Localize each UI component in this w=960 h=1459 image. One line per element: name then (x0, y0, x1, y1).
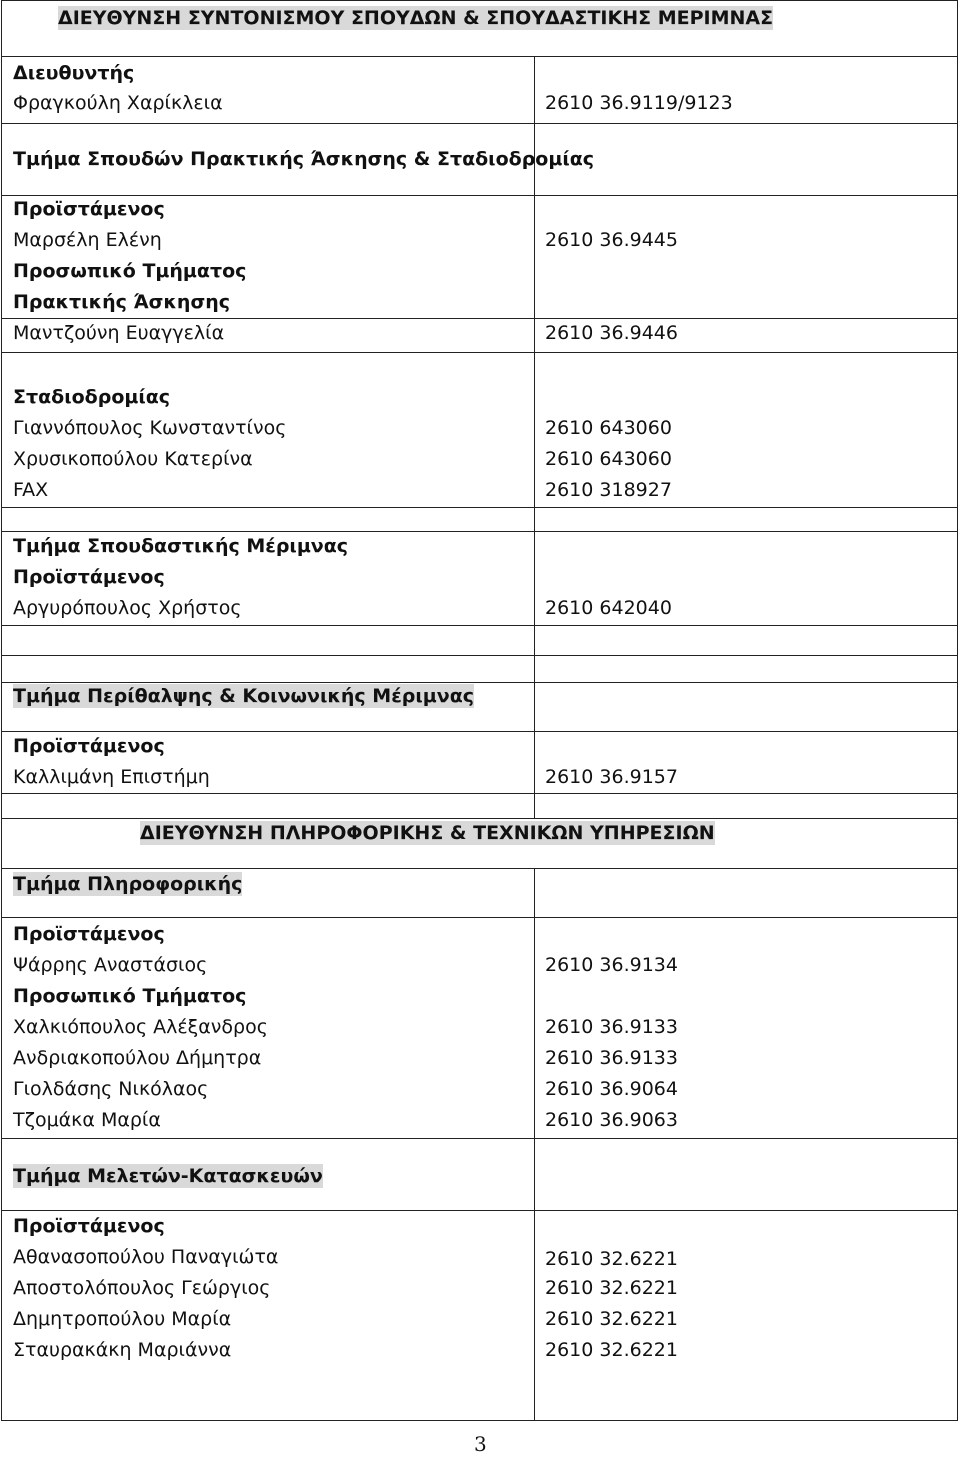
row-divider (1, 793, 958, 794)
column-divider (534, 868, 535, 1421)
staff-name: Μαντζούνη Ευαγγελία (13, 322, 225, 344)
career-label: Σταδιοδρομίας (13, 386, 171, 408)
directorate-studies-title: ΔΙΕΥΘΥΝΣΗ ΣΥΝΤΟΝΙΣΜΟΥ ΣΠΟΥΔΩΝ & ΣΠΟΥΔΑΣΤΙΚΗΣ ΜΕΡΙΜΝΑΣ (58, 7, 774, 29)
row-divider (1, 531, 958, 532)
staff-phone: 2610 36.9064 (545, 1078, 678, 1100)
table-border-right (957, 0, 958, 1421)
staff-phone: 2610 36.9063 (545, 1109, 678, 1131)
dept-student-care-title: Τμήμα Σπουδαστικής Μέριμνας (13, 535, 349, 557)
dept-student-care-head-name: Αργυρόπουλος Χρήστος (13, 597, 242, 619)
dept-construction-head-label: Προϊστάμενος (13, 1215, 165, 1237)
career-staff-phone: 2610 643060 (545, 448, 672, 470)
staff-phone: 2610 36.9133 (545, 1016, 678, 1038)
career-staff-phone: 2610 643060 (545, 417, 672, 439)
staff-name: Δημητροπούλου Μαρία (13, 1308, 232, 1330)
staff-phone: 2610 32.6221 (545, 1308, 678, 1330)
row-divider (1, 868, 958, 869)
dept-practice-staff-label-2: Πρακτικής Άσκησης (13, 291, 231, 313)
row-divider (1, 123, 958, 124)
dept-informatics-staff-label: Προσωπικό Τμήματος (13, 985, 247, 1007)
dept-practice-title: Τμήμα Σπουδών Πρακτικής Άσκησης & Σταδιοδρομίας (13, 148, 595, 170)
page-number: 3 (474, 1432, 487, 1456)
dept-welfare-head-name: Καλλιμάνη Επιστήμη (13, 766, 210, 788)
career-staff-name: Χρυσικοπούλου Κατερίνα (13, 448, 253, 470)
dept-construction-title: Τμήμα Μελετών-Κατασκευών (13, 1165, 323, 1187)
dept-informatics-head-label: Προϊστάμενος (13, 923, 165, 945)
director-label: Διευθυντής (13, 62, 135, 84)
dept-welfare-head-label: Προϊστάμενος (13, 735, 165, 757)
dept-welfare-head-phone: 2610 36.9157 (545, 766, 678, 788)
director-name: Φραγκούλη Χαρίκλεια (13, 92, 223, 114)
dept-informatics-title: Τμήμα Πληροφορικής (13, 873, 243, 895)
row-divider (1, 1138, 958, 1139)
directorate-it-title: ΔΙΕΥΘΥΝΣΗ ΠΛΗΡΟΦΟΡΙΚΗΣ & ΤΕΧΝΙΚΩΝ ΥΠΗΡΕΣΙΩΝ (140, 822, 715, 844)
dept-informatics-head-name: Ψάρρης Αναστάσιος (13, 954, 208, 976)
staff-name: Τζομάκα Μαρία (13, 1109, 161, 1131)
staff-phone: 2610 36.9446 (545, 322, 678, 344)
staff-name: Αποστολόπουλος Γεώργιος (13, 1277, 271, 1299)
row-divider (1, 682, 958, 683)
dept-practice-head-phone: 2610 36.9445 (545, 229, 678, 251)
dept-welfare-title: Τμήμα Περίθαλψης & Κοινωνικής Μέριμνας (13, 685, 475, 707)
staff-name: Σταυρακάκη Μαριάννα (13, 1339, 232, 1361)
table-border-top (1, 0, 958, 1)
staff-phone: 2610 32.6221 (545, 1339, 678, 1361)
row-divider (1, 507, 958, 508)
dept-practice-staff-label: Προσωπικό Τμήματος (13, 260, 247, 282)
row-divider (1, 1210, 958, 1211)
table-border-left (1, 0, 2, 1421)
row-divider (1, 625, 958, 626)
staff-phone: 2610 32.6221 (545, 1248, 678, 1270)
staff-name: Αθανασοπούλου Παναγιώτα (13, 1246, 279, 1268)
staff-name: Χαλκιόπουλος Αλέξανδρος (13, 1016, 268, 1038)
career-staff-name: Γιαννόπουλος Κωνσταντίνος (13, 417, 287, 439)
dept-informatics-head-phone: 2610 36.9134 (545, 954, 678, 976)
fax-number: 2610 318927 (545, 479, 672, 501)
dept-practice-head-label: Προϊστάμενος (13, 198, 165, 220)
row-divider (1, 731, 958, 732)
row-divider (1, 195, 958, 196)
fax-label: FAX (13, 479, 49, 501)
staff-name: Ανδριακοπούλου Δήμητρα (13, 1047, 262, 1069)
row-divider (1, 56, 958, 57)
staff-phone: 2610 32.6221 (545, 1277, 678, 1299)
dept-student-care-head-phone: 2610 642040 (545, 597, 672, 619)
dept-practice-head-name: Μαρσέλη Ελένη (13, 229, 162, 251)
row-divider (1, 655, 958, 656)
table-border-bottom (1, 1420, 958, 1421)
row-divider (1, 917, 958, 918)
staff-phone: 2610 36.9133 (545, 1047, 678, 1069)
row-divider (1, 318, 958, 319)
staff-name: Γιολδάσης Νικόλαος (13, 1078, 209, 1100)
row-divider (1, 818, 958, 819)
director-phone: 2610 36.9119/9123 (545, 92, 733, 114)
dept-student-care-head-label: Προϊστάμενος (13, 566, 165, 588)
row-divider (1, 352, 958, 353)
